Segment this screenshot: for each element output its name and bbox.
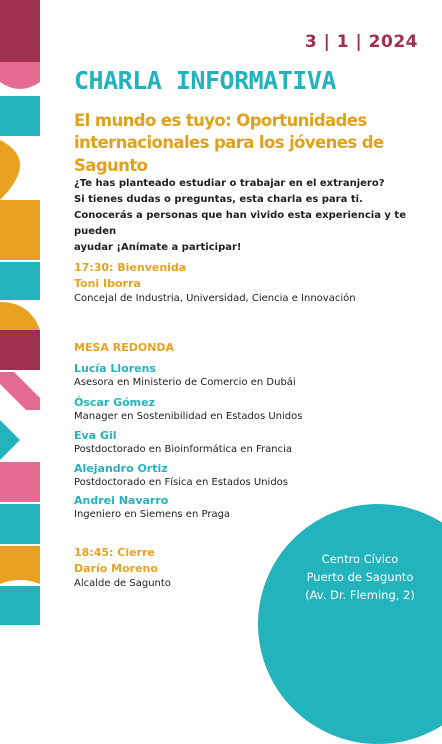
band-orange-arc-2 <box>0 302 40 330</box>
panel-heading: MESA REDONDA <box>74 341 175 354</box>
page-title: CHARLA INFORMATIVA <box>74 66 336 95</box>
speaker-name: Alejandro Ortiz <box>74 462 168 475</box>
panel-speaker <box>74 396 434 424</box>
venue-line: (Av. Dr. Fleming, 2) <box>305 587 415 602</box>
panel-speaker <box>74 462 434 490</box>
decorative-side-band <box>0 0 40 625</box>
speaker-role: Postdoctorado en Bioinformática en Francia <box>74 444 292 455</box>
closing-speaker-name: Darío Moreno <box>74 562 158 575</box>
event-subtitle: El mundo es tuyo: Oportunidades internacionales para los jóvenes de Sagunto <box>74 111 384 175</box>
speaker-name: Andrei Navarro <box>74 494 169 507</box>
panel-speaker <box>74 362 434 390</box>
panel-speaker <box>74 429 434 457</box>
venue-line: Puerto de Sagunto <box>306 569 414 584</box>
intro-paragraph <box>74 176 434 256</box>
band-plum-top <box>0 0 40 62</box>
band-pink-block <box>0 462 40 502</box>
speaker-role: Manager en Sostenibilidad en Estados Unidos <box>74 411 303 422</box>
band-pink-chevron <box>0 372 40 410</box>
band-teal-1 <box>0 96 40 136</box>
closing-time: 18:45: Cierre <box>74 546 155 559</box>
intro-line: Conocerás a personas que han vivido esta experiencia y te pueden <box>74 210 406 237</box>
welcome-section <box>74 261 434 309</box>
band-orange-bottom <box>0 546 40 584</box>
welcome-speaker-role: Concejal de Industria, Universidad, Ciencia e Innovación <box>74 293 356 304</box>
event-date: 3 | 1 | 2024 <box>304 32 418 52</box>
venue-line: Centro Cívico <box>321 552 399 566</box>
welcome-speaker-name: Toni Iborra <box>74 277 141 290</box>
band-pink-curve <box>0 62 40 89</box>
closing-speaker-role: Alcalde de Sagunto <box>74 578 171 589</box>
band-teal-3 <box>0 504 40 544</box>
band-orange-arc-1 <box>0 140 20 200</box>
speaker-role: Ingeniero en Siemens en Praga <box>74 509 231 520</box>
band-teal-bottom <box>0 586 40 625</box>
speaker-name: Lucía Llorens <box>74 362 156 375</box>
intro-line: ayudar ¡Anímate a participar! <box>74 242 242 253</box>
venue-address <box>285 551 435 604</box>
speaker-name: Óscar Gómez <box>74 396 156 409</box>
band-teal-2 <box>0 262 40 300</box>
speaker-role: Asesora en Ministerio de Comercio en Dubái <box>74 377 296 388</box>
venue-circle <box>258 504 442 744</box>
intro-line: ¿Te has planteado estudiar o trabajar en el extranjero? <box>74 178 385 189</box>
band-orange-block <box>0 200 40 260</box>
speaker-name: Eva Gil <box>74 429 117 442</box>
welcome-time: 17:30: Bienvenida <box>74 261 187 274</box>
intro-line: Si tienes dudas o preguntas, esta charla es para ti. <box>74 194 363 205</box>
band-plum-mid <box>0 330 40 370</box>
speaker-role: Postdoctorado en Física en Estados Unidos <box>74 477 289 488</box>
band-teal-triangle <box>0 420 20 460</box>
